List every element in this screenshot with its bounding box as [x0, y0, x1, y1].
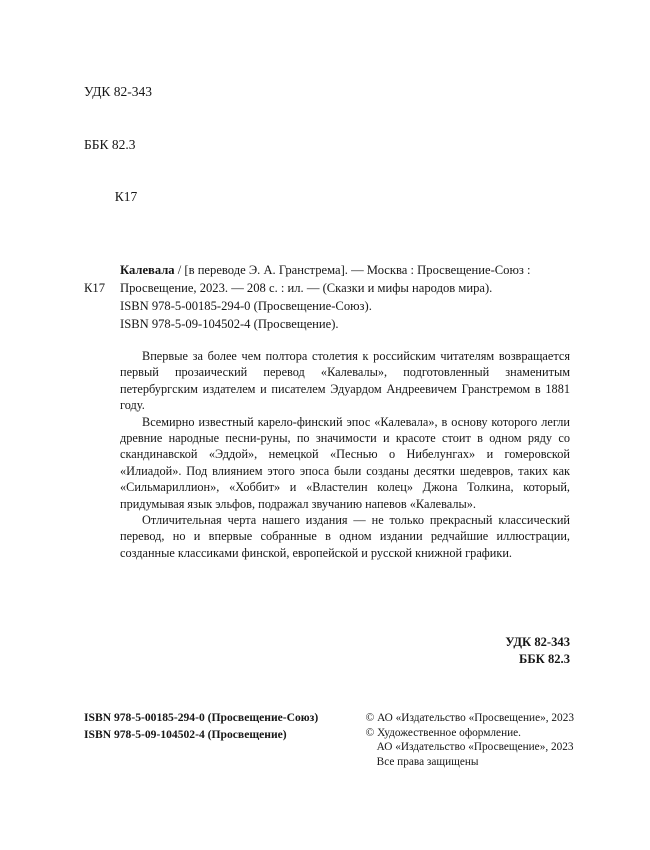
record-first-line [120, 262, 574, 280]
record-statement-line2: Просвещение, 2023. — 208 с. : ил. — (Сказки и мифы народов мира). [120, 280, 493, 295]
udk-code-bottom: УДК 82-343 [505, 635, 570, 649]
annotation-block [120, 348, 570, 561]
footer-isbn-block [84, 710, 318, 743]
bbk-code-top: ББК 82.3 [84, 136, 136, 152]
book-title: Калевала [120, 263, 175, 277]
record-statement-line1: / [в переводе Э. А. Гранстрема]. — Москва : Просвещение-Союз : [174, 263, 531, 277]
classification-block-top [84, 48, 168, 241]
record-isbn-list [120, 298, 574, 333]
record-body [120, 262, 574, 297]
annotation-paragraph: Отличительная черта нашего издания — не только прекрасный классический перевод, но и впервые собранные в одном издании редчайшие иллюстрации, созданные классиками финской, европейской и русской книжной графики. [120, 513, 570, 560]
bibliographic-record [84, 262, 574, 333]
classification-block-bottom [0, 634, 570, 667]
bbk-code-bottom: ББК 82.3 [519, 651, 570, 666]
record-isbn: ISBN 978-5-09-104502-4 (Просвещение). [120, 316, 339, 331]
copyright-line: © Художественное оформление. [365, 726, 522, 739]
record-isbn: ISBN 978-5-00185-294-0 (Просвещение-Союз). [120, 299, 372, 314]
copyright-line: © АО «Издательство «Просвещение», 2023 [365, 712, 574, 724]
udk-code-top: УДК 82-343 [84, 84, 153, 99]
record-gutter-mark: К17 [84, 280, 105, 295]
author-mark-top: К17 [114, 189, 138, 204]
annotation-paragraph: Впервые за более чем полтора столетия к российским читателям возвращается первый прозаический перевод «Калевалы», подготовленный знаменитым петербургским издателем и писателем Эдуардом Андреевичем Гранстремом в 1881 году. [120, 349, 570, 413]
footer-isbn: ISBN 978-5-00185-294-0 (Просвещение-Союз) [84, 711, 319, 724]
footer-isbn: ISBN 978-5-09-104502-4 (Просвещение) [84, 727, 287, 741]
record-main [84, 262, 574, 297]
copyright-line: Все права защищены [376, 755, 479, 768]
annotation-paragraph: Всемирно известный карело-финский эпос «Калевала», в основу которого легли древние народные песни-руны, по значимости и красоте стоит в одном ряду со скандинавской «Эддой», немецкой «Песнью о Нибелунгах» и гомеровской «Илиадой». Под влиянием этого эпоса были созданы десятки шедевров, таких как «Сильмариллион», «Хоббит» и «Властелин колец» Джона Толкина, который, придумывая язык эльфов, подражал звучанию напевов «Калевалы». [120, 414, 570, 511]
copyright-block [366, 710, 574, 769]
copyright-line: АО «Издательство «Просвещение», 2023 [376, 741, 574, 754]
page-footer [84, 710, 574, 769]
